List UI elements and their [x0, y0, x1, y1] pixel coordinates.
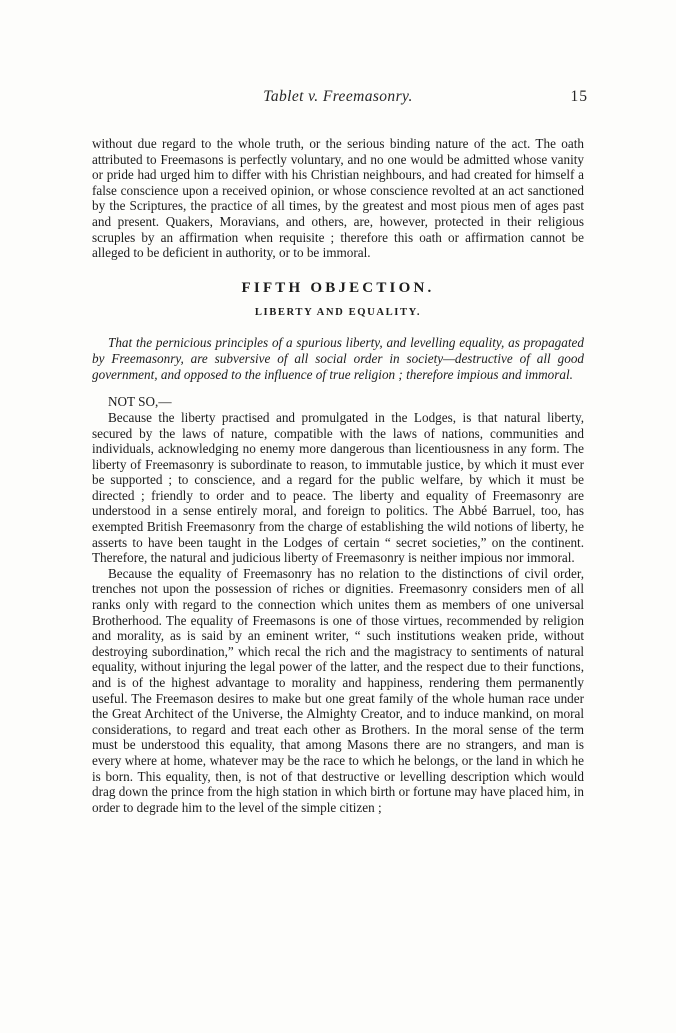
running-title: Tablet v. Freemasonry.	[263, 88, 413, 105]
paragraph-equality: Because the equality of Freemasonry has no relation to the distinctions of civil order, trenches not upon the possession of riches or dignities. Freemasonry considers men of all ranks only with regard to the connection which unites them as members of one universal Brotherhood. The equality of Freemasons is one of those virtues, recommended by religion and morality, as is said by an eminent writer, “ such institutions weaken pride, without destroying subordination,” which recal the rich and the magistracy to sentiments of natural equality, without injuring the legal power of the latter, and the respect due to their functions, and is of the highest advantage to morality and happiness, rendering them permanently useful. The Freemason desires to make but one great family of the whole human race under the Great Architect of the Universe, the Almighty Creator, and to induce mankind, on moral considerations, to regard and treat each other as Brothers. In the moral sense of the term must be understood this equality, that among Masons there are no strangers, and man is every where at home, whatever may be the race to which he belongs, or the land in which he is born. This equality, then, is not of that destructive or levelling description which would drag down the prince from the high station in which birth or fortune may have placed him, in order to degrade him to the level of the simple citizen ;	[92, 565, 584, 815]
page-content-area	[92, 88, 588, 815]
answer-lead-in: NOT SO,—	[108, 394, 172, 410]
section-heading: FIFTH OBJECTION.	[241, 279, 435, 296]
page-header	[92, 88, 588, 114]
paragraph-liberty: Because the liberty practised and promulgated in the Lodges, is that natural liberty, secured by the laws of nature, compatible with the laws of nations, communities and individuals, acknowledging no enemy more dangerous than licentiousness in any form. The liberty of Freemasonry is subordinate to reason, to immutable justice, by which it must ever be supported ; to conscience, and a regard for the public welfare, by which it must be directed ; friendly to order and to peace. The liberty and equality of Freemasonry are understood in a sense entirely moral, and foreign to politics. The Abbé Barruel, too, has exempted British Freemasonry from the charge of establishing the wild notions of liberty, he asserts to have been taught in the Lodges of certain “ secret societies,” on the continent. Therefore, the natural and judicious liberty of Freemasonry is neither impious nor immoral.	[92, 409, 584, 566]
paragraph-continued: without due regard to the whole truth, or the serious binding nature of the act. The oath attributed to Freemasons is perfectly voluntary, and no one would be admitted whose vanity or pride had urged him to differ with his Christian neighbours, and had created for himself a false conscience upon a received opinion, or whose conscience revolted at an act sanctioned by the Scriptures, the practice of all times, by the greatest and most pious men of ages past and present. Quakers, Moravians, and others, are, however, protected in their religious scruples by an affirmation when requisite ; therefore this oath or affirmation cannot be alleged to be deficient in authority, or to be immoral.	[92, 136, 584, 261]
objection-statement: That the pernicious principles of a spurious liberty, and levelling equality, as propagated by Freemasonry, are subversive of all social order in society—destructive of all good government, and opposed to the influence of true religion ; therefore impious and immoral.	[92, 334, 584, 382]
section-subheading: LIBERTY AND EQUALITY.	[254, 307, 422, 319]
page-number: 15	[570, 88, 588, 105]
body-text	[92, 136, 584, 815]
